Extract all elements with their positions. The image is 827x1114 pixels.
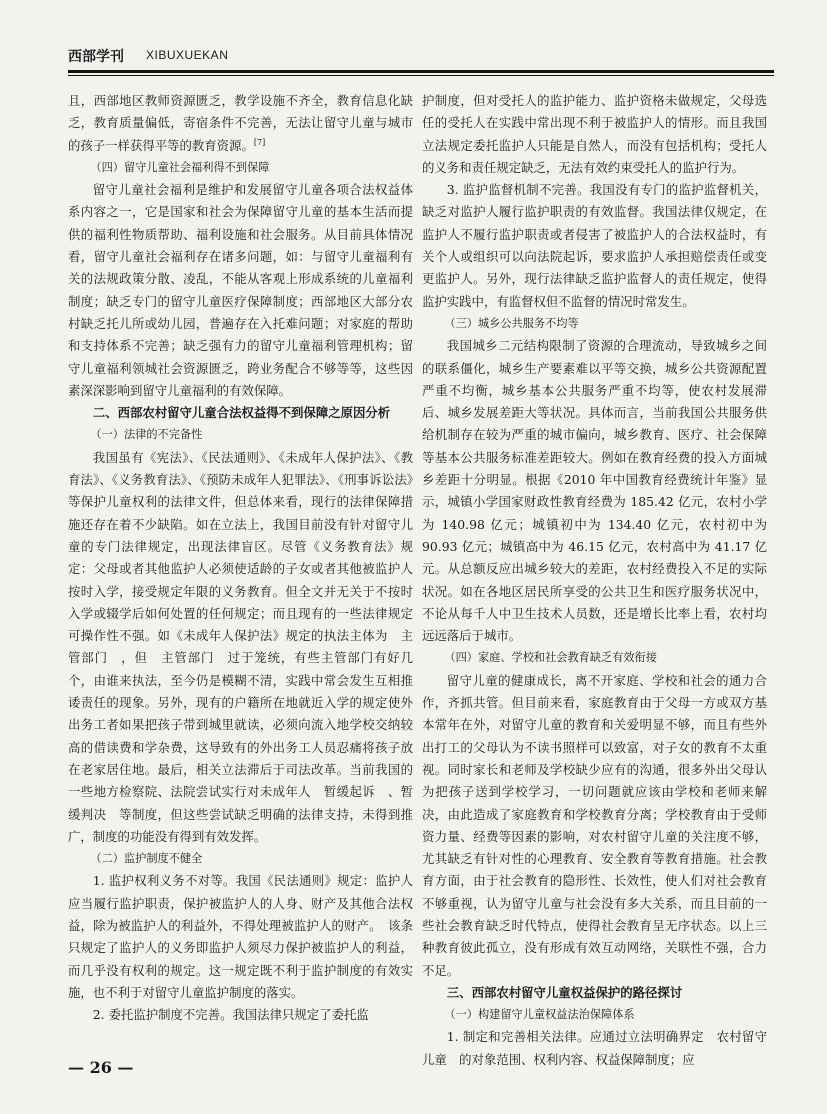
paragraph: 我国城乡二元结构限制了资源的合理流动，导致城乡之间的联系僵化，城乡生产要素难以平等交换，城乡公共资源配置严重不均衡，城乡基本公共服务严重不均等，使农村发展滞后、城乡发展差距大等状况。具体而言，当前我国公共服务供给机制存在较为严重的城市偏向，城乡教育、医疗、社会保障等基本公共服务标准差距较大。例如在教育经费的投入方面城乡差距十分明显。根据《2010 年中国教育经费统计年鉴》显示，城镇小学国家财政性教育经费为 185.42 亿元，农村小学为 140.98 亿元；城镇初中为 134.40 亿元，农村初中为 90.93 亿元；城镇高中为 46.15 亿元，农村高中为 41.17 亿元。从总额反应出城乡较大的差距，农村经费投入不足的实际状况。如在各地区居民所享受的公共卫生和医疗服务状况中，不论从每千人中卫生技术人员数，还是增长比率上看，农村均远远落后于城市。	[422, 338, 767, 644]
subsection-heading: （一）构建留守儿童权益法治保障体系	[444, 1008, 635, 1022]
left-column	[68, 90, 413, 1050]
paragraph: 3. 监护监督机制不完善。我国没有专门的监护监督机关，缺乏对监护人履行监护职责的有效监督。我国法律仅规定，在监护人不履行监护职责或者侵害了被监护人的合法权益时，有关个人或组织可以向法院起诉，要求监护人承担赔偿责任或变更监护人。另外，现行法律缺乏监护监督人的责任规定，使得监护实践中，有监督权但不监督的情况时常发生。	[422, 182, 767, 309]
paragraph: 我国虽有《宪法》、《民法通则》、《未成年人保护法》、《教育法》、《义务教育法》、《预防未成年人犯罪法》、《刑事诉讼法》等保护儿童权利的法律文件，但总体来看，现行的法律保障措施还存在着不少缺陷。如在立法上，我国目前没有针对留守儿童的专门法律规定，出现法律盲区。尽管《义务教育法》规定：父母或者其他监护人必须使适龄的子女或者其他被监护人按时入学，接受规定年限的义务教育。但全文并无关于不按时入学或辍学后如何处置的任何规定；而且现有的一些法律规定可操作性不强。如《未成年人保护法》规定的执法主体为 主管部门 ，但 主管部门 过于笼统，有些主管部门有好几个，由谁来执法，至今仍是模糊不清，实践中常会发生互相推诿责任的现象。另外，现有的户籍所在地就近入学的规定使外出务工者如果把孩子带到城里就读，必须向流入地学校交纳较高的借读费和学杂费，这导致有的外出务工人员忍痛将孩子放在老家居住地。最后，相关立法滞后于司法改革。当前我国的一些地方检察院、法院尝试实行对未成年人 暂缓起诉 、暂缓判决 等制度，但这些尝试缺乏明确的法律支持，未得到推广，制度的功能没有得到有效发挥。	[68, 449, 413, 844]
page-number: — 26 —	[68, 1058, 134, 1077]
paragraph: 1. 监护权利义务不对等。我国《民法通则》规定：监护人应当履行监护职责，保护被监护人的人身、财产及其他合法权益，除为被监护人的利益外，不得处理被监护人的财产。 该条只规定了监护人的义务即监护人须尽力保护被监护人的利益，而几乎没有权利的规定。这一规定既不利于监护制度的有效实施，也不利于对留守儿童监护制度的落实。	[68, 873, 413, 1000]
reference-mark: [7]	[253, 137, 266, 147]
subsection-heading: （四）家庭、学校和社会教育缺乏有效衔接	[444, 651, 657, 665]
running-header	[68, 44, 768, 68]
journal-name: 西部学刊	[68, 49, 124, 65]
paragraph: 留守儿童的健康成长，离不开家庭、学校和社会的通力合作，齐抓共管。但目前来看，家庭教育由于父母一方或双方基本常年在外，对留守儿童的教育和关爱明显不够，而且有些外出打工的父母认为不读书照样可以致富，对子女的教育不太重视。同时家长和老师及学校缺少应有的沟通，很多外出父母认为把孩子送到学校学习，一切问题就应该由学校和老师来解决，由此造成了家庭教育和学校教育分离；学校教育由于受师资力量、经费等因素的影响，对农村留守儿童的关注度不够，尤其缺乏有针对性的心理教育、安全教育等教育措施。社会教育方面，由于社会教育的隐形性、长效性，使人们对社会教育不够重视，认为留守儿童与社会没有多大关系，而且目前的一些社会教育缺乏时代特点，使得社会教育呈无序状态。以上三种教育彼此孤立，没有形成有效互动网络，关联性不强，合力不足。	[422, 672, 767, 978]
paragraph	[68, 90, 413, 157]
paragraph: 2. 委托监护制度不完善。我国法律只规定了委托监	[92, 1007, 369, 1023]
paragraph: 护制度，但对受托人的监护能力、监护资格未做规定，父母选任的受托人在实践中常出现不利于被监护人的情形。而且我国立法规定委托监护人只能是自然人，而没有包括机构；受托人的义务和责任规定缺乏，无法有效约束受托人的监护行为。	[422, 93, 767, 175]
right-column	[422, 90, 767, 1067]
section-heading: 二、西部农村留守儿童合法权益得不到保障之原因分析	[92, 405, 391, 421]
header-rule-thin	[68, 75, 774, 76]
paragraph-text: 且，西部地区教师资源匮乏，教学设施不齐全，教育信息化缺乏，教育质量偏低，寄宿条件不完善，无法让留守儿童与城市的孩子一样获得平等的教育资源。	[68, 93, 413, 153]
subsection-heading: （二）监护制度不健全	[90, 852, 203, 866]
paragraph: 1. 制定和完善相关法律。应通过立法明确界定 农村留守儿童 的对象范围、权利内容、权益保障制度；应	[422, 1029, 767, 1067]
header-rule	[68, 70, 774, 73]
subsection-heading: （三）城乡公共服务不均等	[444, 316, 579, 330]
section-heading: 三、西部农村留守儿童权益保护的路径探讨	[446, 984, 683, 1000]
subsection-heading: （一）法律的不完备性	[90, 428, 203, 442]
subsection-heading: （四）留守儿童社会福利得不到保障	[90, 160, 270, 174]
journal-roman-name: XIBUXUEKAN	[146, 48, 229, 62]
paragraph: 留守儿童社会福利是维护和发展留守儿童各项合法权益体系内容之一，它是国家和社会为保障留守儿童的基本生活而提供的福利性物质帮助、福利设施和社会服务。从目前具体情况看，留守儿童社会福利存在诸多问题，如：与留守儿童福利有关的法规政策分散、凌乱，不能从客观上形成系统的儿童福利制度；缺乏专门的留守儿童医疗保障制度；西部地区大部分农村缺乏托儿所或幼儿园，普遍存在入托难问题；对家庭的帮助和支持体系不完善；缺乏强有力的留守儿童福利管理机构；留守儿童福利领城社会资源匮乏，跨业务配合不够等等，这些因素深深影响到留守儿童福利的有效保障。	[68, 182, 413, 398]
